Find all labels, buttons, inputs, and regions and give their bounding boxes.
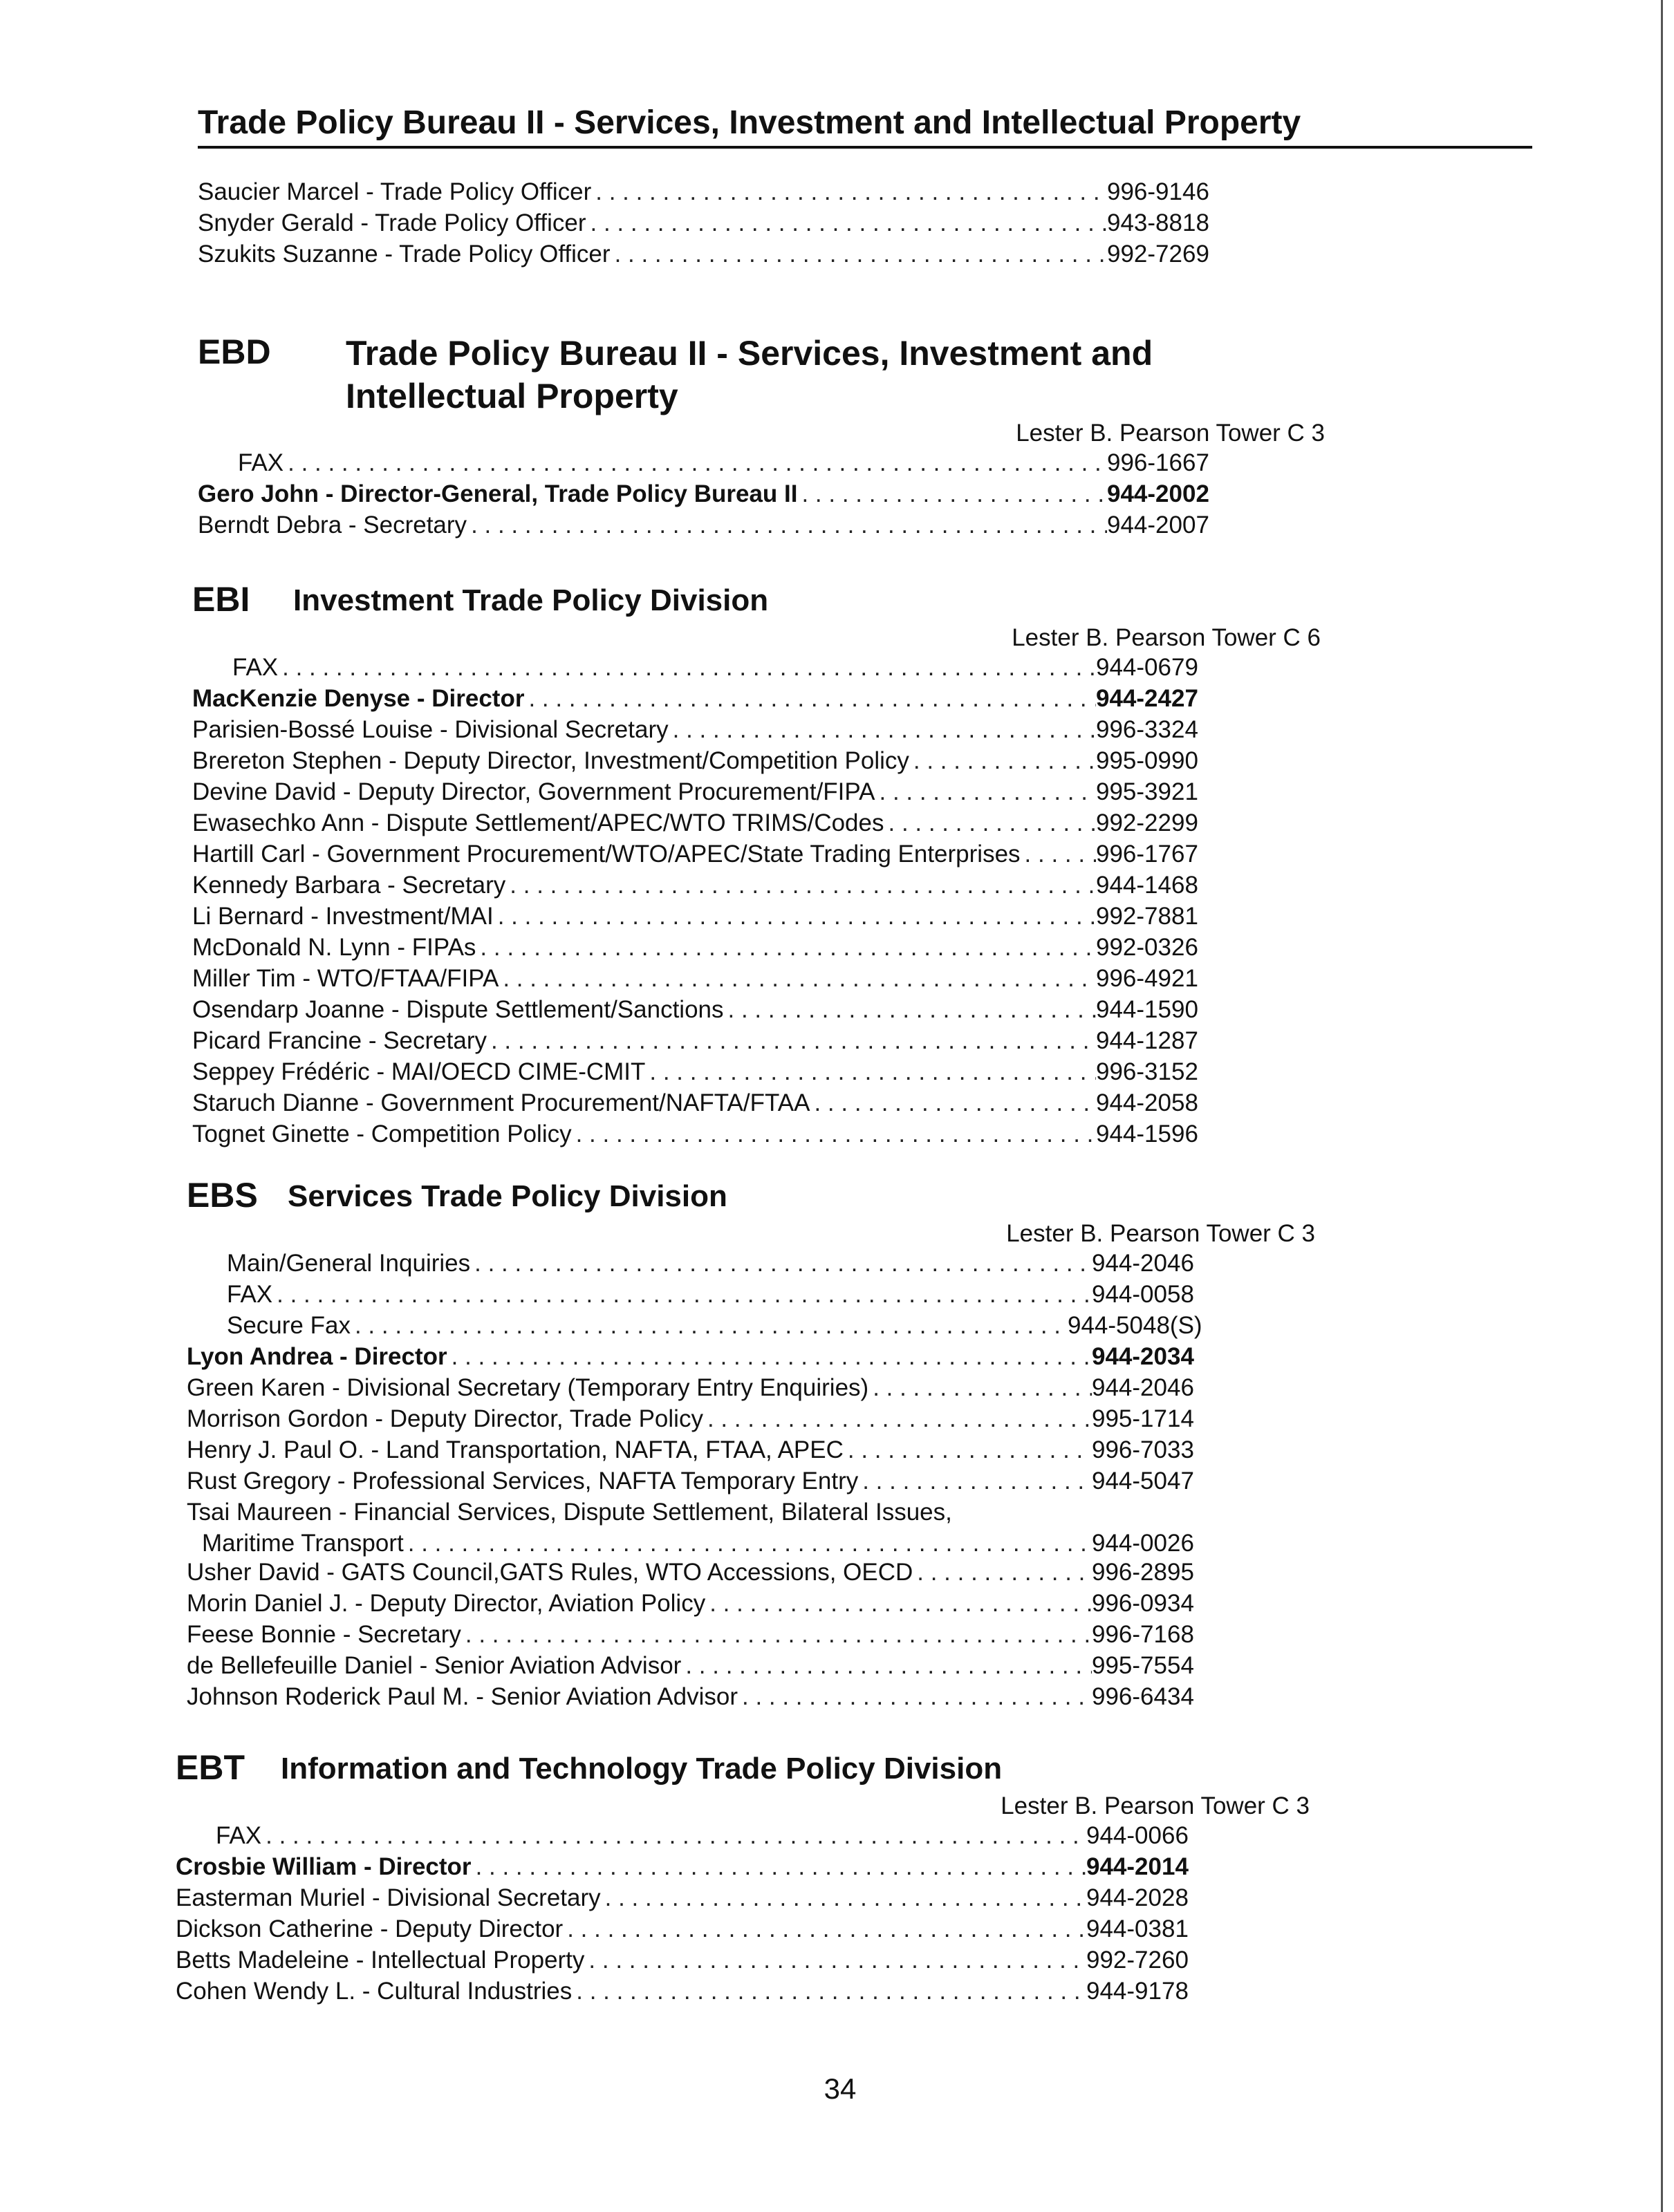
entry-phone: 943-8818 bbox=[1107, 209, 1209, 236]
continued-list bbox=[198, 178, 1221, 272]
entry-name: Ewasechko Ann - Dispute Settlement/APEC/WTO TRIMS/Codes bbox=[192, 809, 884, 836]
entry-name: MacKenzie Denyse - Director bbox=[192, 685, 525, 712]
entry-phone: 996-3324 bbox=[1096, 716, 1198, 743]
entry-phone: 996-2895 bbox=[1092, 1559, 1194, 1586]
entry-phone: 944-2002 bbox=[1107, 480, 1209, 507]
entry-name: FAX bbox=[238, 449, 284, 476]
list-item bbox=[176, 1978, 1200, 2009]
entry-name: Saucier Marcel - Trade Policy Officer bbox=[198, 178, 592, 205]
dot-leader bbox=[724, 996, 1097, 1024]
entry-name: Dickson Catherine - Deputy Director bbox=[176, 1915, 564, 1942]
dot-leader bbox=[797, 480, 1107, 508]
dot-leader bbox=[272, 1281, 1092, 1309]
dot-leader bbox=[572, 1121, 1096, 1148]
entry-phone: 944-5047 bbox=[1092, 1468, 1194, 1494]
entry-phone: 944-0066 bbox=[1086, 1822, 1189, 1849]
dot-leader bbox=[913, 1559, 1092, 1586]
list-item bbox=[187, 1312, 1206, 1343]
entry-name: Li Bernard - Investment/MAI bbox=[192, 903, 494, 930]
entry-name: Brereton Stephen - Deputy Director, Investment/Competition Policy bbox=[192, 747, 909, 774]
dot-leader bbox=[858, 1468, 1092, 1495]
entry-name: Green Karen - Divisional Secretary (Temporary Entry Enquiries) bbox=[187, 1374, 869, 1401]
dot-leader bbox=[591, 178, 1107, 206]
dot-leader bbox=[844, 1436, 1092, 1464]
entry-name: Staruch Dianne - Government Procurement/NAFTA/FTAA bbox=[192, 1089, 810, 1116]
list-item bbox=[187, 1436, 1206, 1468]
dot-leader bbox=[494, 903, 1096, 930]
dot-leader bbox=[461, 1621, 1092, 1649]
section-location: Lester B. Pearson Tower C 3 bbox=[1016, 420, 1325, 447]
entry-name: Henry J. Paul O. - Land Transportation, NAFTA, FTAA, APEC bbox=[187, 1436, 844, 1463]
dot-leader bbox=[645, 1058, 1096, 1086]
list-item bbox=[192, 778, 1210, 809]
list-item bbox=[198, 480, 1221, 512]
list-item bbox=[187, 1559, 1206, 1590]
dot-leader bbox=[586, 209, 1107, 237]
list-item bbox=[187, 1621, 1206, 1652]
list-item bbox=[192, 996, 1210, 1027]
entry-phone: 996-7033 bbox=[1092, 1436, 1194, 1463]
section-heading bbox=[176, 1747, 1310, 1790]
entry-name: Feese Bonnie - Secretary bbox=[187, 1621, 461, 1648]
entry-name: Osendarp Joanne - Dispute Settlement/Sanctions bbox=[192, 996, 724, 1023]
entry-phone: 992-7881 bbox=[1096, 903, 1198, 930]
section-title: Information and Technology Trade Policy Division bbox=[281, 1752, 1003, 1785]
section-code: EBT bbox=[176, 1748, 245, 1787]
entry-phone: 944-0026 bbox=[1092, 1530, 1194, 1557]
entry-phone: 944-2007 bbox=[1107, 512, 1209, 538]
list-item bbox=[187, 1499, 1206, 1530]
list-item bbox=[192, 747, 1210, 778]
entry-name: FAX bbox=[227, 1281, 273, 1308]
list-item bbox=[187, 1468, 1206, 1499]
list-item bbox=[187, 1405, 1206, 1436]
section-location: Lester B. Pearson Tower C 6 bbox=[1012, 624, 1321, 651]
list-item bbox=[192, 841, 1210, 872]
entry-name: FAX bbox=[232, 654, 279, 681]
entry-phone: 992-7269 bbox=[1107, 241, 1209, 268]
entry-name: Seppey Frédéric - MAI/OECD CIME-CMIT bbox=[192, 1058, 646, 1085]
dot-leader bbox=[875, 778, 1096, 806]
list-item bbox=[176, 1853, 1200, 1884]
list-item bbox=[192, 654, 1210, 685]
section-heading bbox=[192, 579, 1321, 622]
entry-phone: 996-1667 bbox=[1107, 449, 1209, 476]
list-item bbox=[187, 1343, 1206, 1374]
entry-phone: 944-1590 bbox=[1096, 996, 1198, 1023]
dot-leader bbox=[572, 1978, 1086, 2005]
entry-name: Parisien-Bossé Louise - Divisional Secretary bbox=[192, 716, 669, 743]
entry-phone: 944-2046 bbox=[1092, 1374, 1194, 1401]
page-header: Trade Policy Bureau II - Services, Investment and Intellectual Property bbox=[198, 104, 1532, 149]
dot-leader bbox=[505, 872, 1096, 899]
dot-leader bbox=[278, 654, 1096, 682]
list-item bbox=[176, 1822, 1200, 1853]
entry-phone: 944-2427 bbox=[1096, 685, 1198, 712]
entry-phone: 944-9178 bbox=[1086, 1978, 1189, 2005]
section-ebd bbox=[198, 332, 1325, 543]
list-item bbox=[176, 1884, 1200, 1915]
entry-name: Tognet Ginette - Competition Policy bbox=[192, 1121, 572, 1147]
list-item bbox=[198, 512, 1221, 543]
dot-leader bbox=[283, 449, 1107, 477]
entry-name: de Bellefeuille Daniel - Senior Aviation Advisor bbox=[187, 1652, 682, 1679]
entry-list bbox=[187, 1250, 1206, 1714]
list-item bbox=[192, 872, 1210, 903]
dot-leader bbox=[261, 1822, 1086, 1850]
entry-name: FAX bbox=[216, 1822, 262, 1849]
entry-name: Lyon Andrea - Director bbox=[187, 1343, 447, 1370]
entry-name: Betts Madeleine - Intellectual Property bbox=[176, 1947, 585, 1974]
list-item bbox=[187, 1281, 1206, 1312]
section-title: Investment Trade Policy Division bbox=[293, 583, 769, 617]
section-code: EBI bbox=[192, 580, 250, 619]
entry-phone: 944-5048(S) bbox=[1068, 1312, 1202, 1339]
entry-phone: 995-3921 bbox=[1096, 778, 1198, 805]
section-title: Services Trade Policy Division bbox=[288, 1179, 727, 1213]
dot-leader bbox=[810, 1089, 1096, 1117]
entry-phone: 944-1468 bbox=[1096, 872, 1198, 899]
dot-leader bbox=[909, 747, 1096, 775]
scan-edge-line bbox=[1661, 0, 1663, 2212]
entry-name: Szukits Suzanne - Trade Policy Officer bbox=[198, 241, 611, 268]
entry-name: Gero John - Director-General, Trade Policy Bureau II bbox=[198, 480, 798, 507]
list-item bbox=[198, 241, 1221, 272]
entry-phone: 944-2058 bbox=[1096, 1089, 1198, 1116]
list-item bbox=[192, 1058, 1210, 1089]
entry-name-continuation: Maritime Transport bbox=[202, 1530, 404, 1557]
entry-name: Secure Fax bbox=[227, 1312, 351, 1339]
list-item bbox=[192, 1027, 1210, 1058]
list-item bbox=[192, 809, 1210, 841]
dot-leader bbox=[524, 685, 1096, 713]
entry-name: Usher David - GATS Council,GATS Rules, WTO Accessions, OECD bbox=[187, 1559, 913, 1586]
entry-phone: 992-7260 bbox=[1086, 1947, 1189, 1974]
dot-leader bbox=[447, 1343, 1092, 1371]
entry-name: Snyder Gerald - Trade Policy Officer bbox=[198, 209, 586, 236]
entry-list bbox=[176, 1822, 1200, 2009]
entry-name: Kennedy Barbara - Secretary bbox=[192, 872, 506, 899]
entry-phone: 996-6434 bbox=[1092, 1683, 1194, 1710]
entry-name: Cohen Wendy L. - Cultural Industries bbox=[176, 1978, 573, 2005]
list-item bbox=[192, 685, 1210, 716]
section-code: EBS bbox=[187, 1176, 258, 1215]
entry-list bbox=[198, 449, 1221, 543]
list-item bbox=[192, 965, 1210, 996]
entry-phone: 944-1287 bbox=[1096, 1027, 1198, 1054]
entry-phone: 996-1767 bbox=[1096, 841, 1198, 868]
entry-phone: 992-2299 bbox=[1096, 809, 1198, 836]
list-item bbox=[192, 1089, 1210, 1121]
list-item bbox=[176, 1947, 1200, 1978]
dot-leader bbox=[404, 1530, 1092, 1557]
entry-phone: 944-2046 bbox=[1092, 1250, 1194, 1277]
list-item bbox=[176, 1915, 1200, 1947]
entry-phone: 944-2028 bbox=[1086, 1884, 1189, 1911]
entry-phone: 944-1596 bbox=[1096, 1121, 1198, 1147]
section-ebt bbox=[176, 1747, 1310, 2009]
dot-leader bbox=[611, 241, 1107, 268]
dot-leader bbox=[470, 1250, 1092, 1277]
dot-leader bbox=[467, 512, 1107, 539]
dot-leader bbox=[669, 716, 1096, 744]
dot-leader bbox=[705, 1590, 1092, 1618]
list-item bbox=[187, 1683, 1206, 1714]
entry-phone: 992-0326 bbox=[1096, 934, 1198, 961]
entry-phone: 944-2034 bbox=[1092, 1343, 1194, 1370]
entry-phone: 995-1714 bbox=[1092, 1405, 1194, 1432]
dot-leader bbox=[601, 1884, 1086, 1912]
dot-leader bbox=[499, 965, 1096, 993]
list-item bbox=[192, 1121, 1210, 1152]
entry-name: Hartill Carl - Government Procurement/WTO/APEC/State Trading Enterprises bbox=[192, 841, 1021, 868]
entry-phone: 996-0934 bbox=[1092, 1590, 1194, 1617]
list-item bbox=[192, 903, 1210, 934]
entry-phone: 995-0990 bbox=[1096, 747, 1198, 774]
entry-phone: 944-0381 bbox=[1086, 1915, 1189, 1942]
dot-leader bbox=[487, 1027, 1096, 1055]
list-item bbox=[198, 209, 1221, 241]
entry-phone: 996-7168 bbox=[1092, 1621, 1194, 1648]
dot-leader bbox=[472, 1853, 1086, 1881]
list-item bbox=[187, 1652, 1206, 1683]
entry-name: Rust Gregory - Professional Services, NAFTA Temporary Entry bbox=[187, 1468, 859, 1494]
section-location: Lester B. Pearson Tower C 3 bbox=[1001, 1792, 1310, 1819]
list-item bbox=[198, 449, 1221, 480]
entry-name: Berndt Debra - Secretary bbox=[198, 512, 467, 538]
dot-leader bbox=[738, 1683, 1092, 1711]
dot-leader bbox=[681, 1652, 1092, 1680]
dot-leader bbox=[476, 934, 1096, 962]
entry-phone: 995-7554 bbox=[1092, 1652, 1194, 1679]
dot-leader bbox=[351, 1312, 1068, 1340]
dot-leader bbox=[563, 1915, 1086, 1943]
dot-leader bbox=[703, 1405, 1092, 1433]
section-ebs bbox=[187, 1175, 1315, 1714]
entry-phone: 996-3152 bbox=[1096, 1058, 1198, 1085]
list-item bbox=[192, 716, 1210, 747]
list-item bbox=[198, 178, 1221, 209]
section-heading bbox=[187, 1175, 1315, 1218]
section-location: Lester B. Pearson Tower C 3 bbox=[1006, 1220, 1315, 1247]
entry-name: McDonald N. Lynn - FIPAs bbox=[192, 934, 476, 961]
entry-name: Tsai Maureen - Financial Services, Dispute Settlement, Bilateral Issues, bbox=[187, 1499, 952, 1526]
entry-phone: 944-2014 bbox=[1086, 1853, 1189, 1880]
dot-leader bbox=[584, 1947, 1086, 1974]
entry-name: Main/General Inquiries bbox=[227, 1250, 471, 1277]
entry-phone: 944-0058 bbox=[1092, 1281, 1194, 1308]
section-ebi bbox=[192, 579, 1321, 1152]
entry-name: Morin Daniel J. - Deputy Director, Aviation Policy bbox=[187, 1590, 706, 1617]
dot-leader bbox=[1021, 841, 1096, 868]
dot-leader bbox=[884, 809, 1097, 837]
page-number: 34 bbox=[824, 2072, 857, 2105]
list-item bbox=[187, 1374, 1206, 1405]
dot-leader bbox=[868, 1374, 1092, 1402]
section-heading bbox=[198, 332, 1325, 418]
section-title: Trade Policy Bureau II - Services, Investment and Intellectual Property bbox=[346, 334, 1153, 415]
entry-phone: 996-9146 bbox=[1107, 178, 1209, 205]
entry-name: Picard Francine - Secretary bbox=[192, 1027, 487, 1054]
entry-list bbox=[192, 654, 1210, 1152]
entry-name: Crosbie William - Director bbox=[176, 1853, 472, 1880]
entry-phone: 996-4921 bbox=[1096, 965, 1198, 992]
section-code: EBD bbox=[198, 332, 271, 371]
list-item-continuation bbox=[187, 1530, 1206, 1559]
list-item bbox=[192, 934, 1210, 965]
list-item bbox=[187, 1590, 1206, 1621]
entry-name: Morrison Gordon - Deputy Director, Trade Policy bbox=[187, 1405, 703, 1432]
list-item bbox=[187, 1250, 1206, 1281]
entry-name: Miller Tim - WTO/FTAA/FIPA bbox=[192, 965, 499, 992]
entry-name: Easterman Muriel - Divisional Secretary bbox=[176, 1884, 601, 1911]
entry-name: Johnson Roderick Paul M. - Senior Aviation Advisor bbox=[187, 1683, 738, 1710]
entry-phone: 944-0679 bbox=[1096, 654, 1198, 681]
entry-name: Devine David - Deputy Director, Government Procurement/FIPA bbox=[192, 778, 875, 805]
